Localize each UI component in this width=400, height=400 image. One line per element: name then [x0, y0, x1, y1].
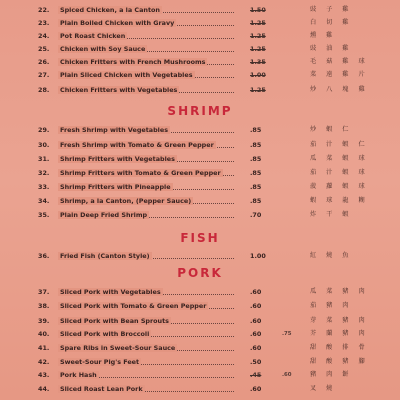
item-chinese-name: 豉 油 雞 — [310, 45, 353, 52]
item-number: 37. — [38, 288, 50, 296]
item-price: .60 — [250, 288, 262, 296]
item-chinese-name: 豬 肉 餅 — [310, 371, 353, 378]
menu-row — [38, 286, 369, 298]
item-name: Sliced Pork with Broccoli — [60, 330, 150, 338]
item-name: Shrimp Fritters with Pineapple — [60, 183, 171, 191]
menu-row — [38, 69, 369, 81]
item-name: Sliced Roast Lean Pork — [60, 385, 143, 393]
item-number: 34. — [38, 197, 50, 205]
menu-row — [38, 181, 369, 193]
item-price: 1.50 — [250, 6, 266, 14]
item-name: Plain Sliced Chicken with Vegetables — [60, 71, 193, 79]
item-name: Fresh Shrimp with Vegetables — [60, 126, 169, 134]
item-number: 24. — [38, 32, 50, 40]
item-number: 44. — [38, 385, 50, 393]
item-name: Sliced Pork with Bean Sprouts — [60, 317, 169, 325]
item-chinese-name: 芽 菜 豬 肉 — [310, 317, 369, 324]
item-name: Shrimp, a la Canton, (Pepper Sauce) — [60, 197, 192, 205]
item-revised-price: .60 — [282, 372, 292, 378]
item-name: Spare Ribs in Sweet-Sour Sauce — [60, 344, 176, 352]
item-price: 1.00 — [250, 252, 266, 260]
menu-row — [38, 4, 360, 16]
menu-row — [38, 383, 360, 395]
item-price: .85 — [250, 169, 262, 177]
item-chinese-name: 茄 汁 蝦 球 — [310, 169, 369, 176]
item-price: .85 — [250, 197, 262, 205]
item-chinese-name: 白 切 雞 — [310, 19, 353, 26]
item-chinese-name: 瓜 菜 蝦 球 — [310, 155, 369, 162]
item-price: .60 — [250, 344, 262, 352]
item-price: .85 — [250, 183, 262, 191]
item-name: Fried Fish (Canton Style) — [60, 252, 150, 260]
menu-row — [38, 209, 360, 221]
item-chinese-name: 叉 燒 — [310, 385, 337, 392]
item-chinese-name: 紅 燒 魚 — [310, 252, 353, 259]
item-price: .85 — [250, 155, 262, 163]
item-chinese-name: 菜 遠 雞 片 — [310, 71, 369, 78]
item-number: 25. — [38, 45, 50, 53]
item-number: 40. — [38, 330, 50, 338]
item-price: 1.00 — [250, 71, 266, 79]
item-price: .50 — [250, 358, 262, 366]
item-price: .60 — [250, 317, 262, 325]
item-chinese-name: 炒 八 塊 雞 — [310, 86, 369, 93]
item-name: Chicken Fritters with Vegetables — [60, 86, 178, 94]
section-heading-pork: PORK — [177, 266, 223, 280]
item-name: Pot Roast Chicken — [60, 32, 126, 40]
item-chinese-name: 炒 蝦 仁 — [310, 126, 353, 133]
menu-row — [38, 250, 360, 262]
menu-row — [38, 195, 369, 207]
item-price: .45 — [250, 371, 262, 379]
item-name: Fresh Shrimp with Tomato & Green Pepper — [60, 141, 214, 149]
item-chinese-name: 菠 蘿 蝦 球 — [310, 183, 369, 190]
item-name: Plain Deep Fried Shrimp — [60, 211, 148, 219]
item-price: .60 — [250, 385, 262, 393]
menu-row — [38, 153, 369, 165]
item-number: 31. — [38, 155, 50, 163]
item-revised-price: .75 — [282, 331, 292, 337]
item-number: 42. — [38, 358, 50, 366]
item-price: 1.25 — [250, 32, 266, 40]
item-chinese-name: 瓜 菜 豬 肉 — [310, 288, 369, 295]
menu-row — [38, 30, 360, 42]
item-name: Shrimp Fritters with Tomato & Green Pepper — [60, 169, 221, 177]
menu-row — [38, 356, 369, 368]
item-number: 43. — [38, 371, 50, 379]
item-chinese-name: 甜 酸 豬 腳 — [310, 358, 369, 365]
menu-row — [38, 17, 360, 29]
item-chinese-name: 豉 子 雞 — [310, 6, 353, 13]
item-name: Plain Boiled Chicken with Gravy — [60, 19, 175, 27]
item-chinese-name: 茄 汁 蝦 仁 — [310, 141, 369, 148]
item-number: 23. — [38, 19, 50, 27]
item-price: 1.35 — [250, 58, 266, 66]
item-number: 30. — [38, 141, 50, 149]
item-chinese-name: 炸 干 蝦 — [310, 211, 353, 218]
menu-row — [38, 328, 369, 340]
item-number: 22. — [38, 6, 50, 14]
menu-row — [38, 43, 360, 55]
item-number: 29. — [38, 126, 50, 134]
item-name: Shrimp Fritters with Vegetables — [60, 155, 175, 163]
item-name: Sliced Pork with Tomato & Green Pepper — [60, 302, 207, 310]
item-name: Chicken Fritters with French Mushrooms — [60, 58, 206, 66]
menu-row — [38, 167, 369, 179]
menu-row — [38, 342, 369, 354]
item-price: .70 — [250, 211, 262, 219]
item-name: Sweet-Sour Pig's Feet — [60, 358, 140, 366]
item-price: .85 — [250, 141, 262, 149]
item-number: 32. — [38, 169, 50, 177]
menu-row — [38, 369, 360, 381]
menu-row — [38, 139, 369, 151]
menu-row — [38, 315, 369, 327]
item-chinese-name: 燻 雞 — [310, 32, 337, 39]
item-chinese-name: 茄 豬 肉 — [310, 302, 353, 309]
menu-row — [38, 84, 369, 96]
section-heading-fish: FISH — [180, 231, 220, 245]
item-name: Pork Hash — [60, 371, 97, 379]
menu-row — [38, 56, 369, 68]
item-price: 1.25 — [250, 45, 266, 53]
item-chinese-name: 蝦 球 龍 糊 — [310, 197, 369, 204]
item-number: 28. — [38, 86, 50, 94]
item-name: Spiced Chicken, a la Canton — [60, 6, 160, 14]
item-price: 1.25 — [250, 19, 266, 27]
item-price: .60 — [250, 330, 262, 338]
item-name: Chicken with Soy Sauce — [60, 45, 146, 53]
item-number: 39. — [38, 317, 50, 325]
item-number: 26. — [38, 58, 50, 66]
item-price: .85 — [250, 126, 262, 134]
item-chinese-name: 甜 酸 排 骨 — [310, 344, 369, 351]
item-chinese-name: 毛 菇 雞 球 — [310, 58, 369, 65]
item-number: 36. — [38, 252, 50, 260]
item-price: .60 — [250, 302, 262, 310]
item-chinese-name: 芥 蘭 豬 肉 — [310, 330, 369, 337]
section-heading-shrimp: SHRIMP — [167, 104, 233, 118]
item-number: 38. — [38, 302, 50, 310]
menu-row — [38, 300, 360, 312]
menu-row — [38, 124, 360, 136]
item-price: 1.25 — [250, 86, 266, 94]
item-number: 33. — [38, 183, 50, 191]
item-number: 35. — [38, 211, 50, 219]
item-number: 27. — [38, 71, 50, 79]
item-name: Sliced Pork with Vegetables — [60, 288, 161, 296]
item-number: 41. — [38, 344, 50, 352]
